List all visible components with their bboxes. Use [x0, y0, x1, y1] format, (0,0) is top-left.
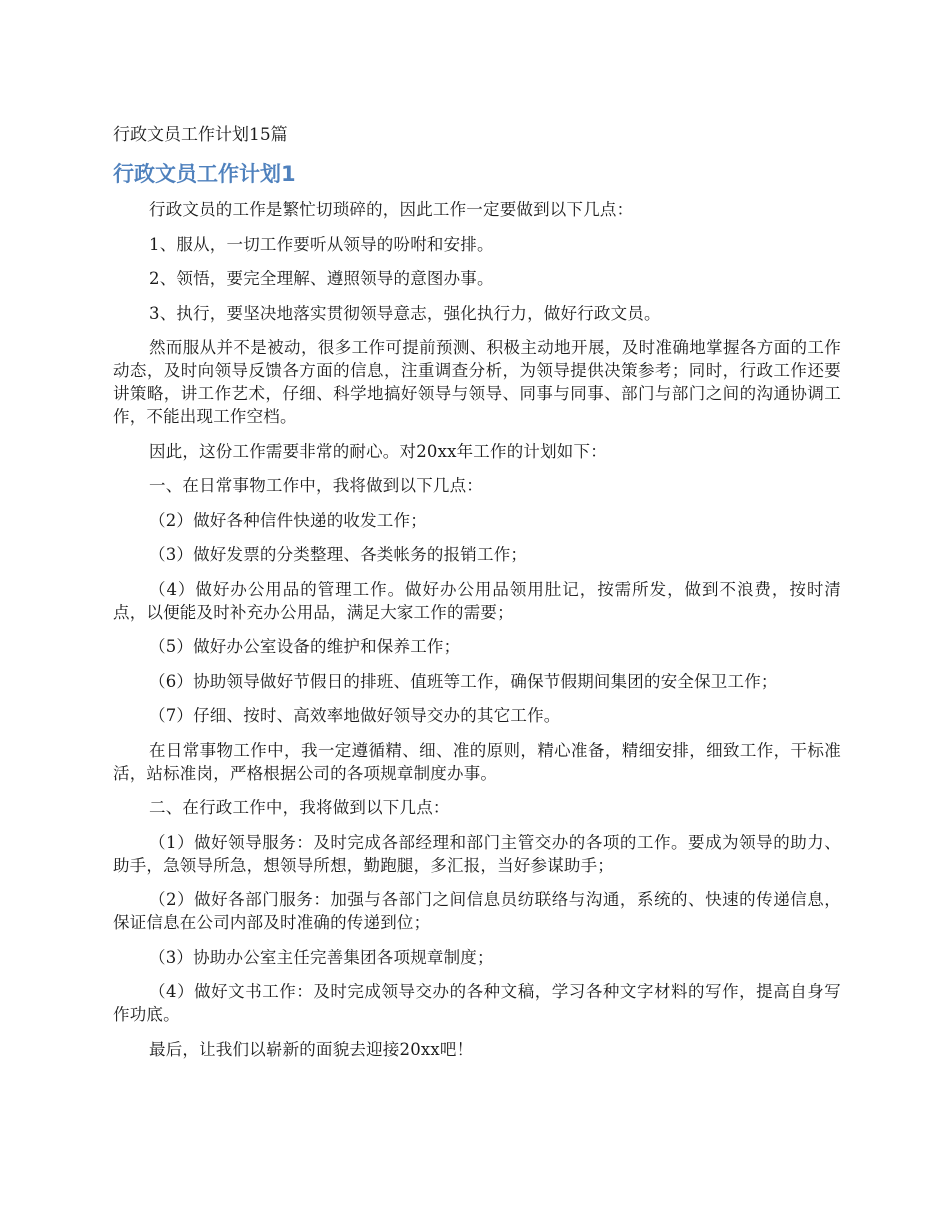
paragraph-admin-item-2: （2）做好各部门服务：加强与各部门之间信息员纺联络与沟通，系统的、快速的传递信息，保证信息在公司内部及时准确的传递到位； — [113, 890, 841, 932]
paragraph-closing: 最后，让我们以崭新的面貌去迎接20xx吧！ — [149, 1039, 474, 1059]
section-heading: 行政文员工作计划1 — [113, 162, 296, 186]
paragraph-section-two: 二、在行政工作中，我将做到以下几点： — [149, 798, 450, 817]
paragraph-admin-item-3: （3）协助办公室主任完善集团各项规章制度； — [149, 947, 494, 967]
paragraph-explanation: 然而服从并不是被动，很多工作可提前预测、积极主动地开展，及时准确地掌握各方面的工作动态，及时向领导反馈各方面的信息，注重调查分析，为领导提供决策参考；同时，行政工作还要讲策略，讲工作艺术，仔细、科学地搞好领导与领导、同事与同事、部门与部门之间的沟通协调工作，不能出现工作空档。 — [113, 338, 841, 426]
paragraph-daily-summary: 在日常事物工作中，我一定遵循精、细、准的原则，精心准备，精细安排，细致工作，干标准活，站标准岗，严格根据公司的各项规章制度办事。 — [113, 740, 841, 783]
paragraph-item-4: （4）做好办公用品的管理工作。做好办公用品领用肚记，按需所发，做到不浪费，按时清点，以便能及时补充办公用品，满足大家工作的需要； — [113, 579, 841, 622]
paragraph-item-5: （5）做好办公室设备的维护和保养工作； — [149, 637, 461, 656]
paragraph-section-one: 一、在日常事物工作中，我将做到以下几点： — [149, 476, 483, 495]
document-title: 行政文员工作计划15篇 — [113, 125, 288, 145]
paragraph-item-7: （7）仔细、按时、高效率地做好领导交办的其它工作。 — [149, 706, 561, 725]
paragraph-admin-item-1: （1）做好领导服务：及时完成各部经理和部门主管交办的各项的工作。要成为领导的助力、助手，急领导所急，想领导所想，勤跑腿，多汇报，当好参谋助手； — [113, 832, 841, 875]
paragraph-item-2: （2）做好各种信件快递的收发工作； — [149, 510, 427, 530]
paragraph-intro: 行政文员的工作是繁忙切琐碎的，因此工作一定要做到以下几点： — [149, 200, 634, 219]
paragraph-point-1: 1、服从，一切工作要听从领导的吩咐和安排。 — [149, 234, 494, 254]
paragraph-point-2: 2、领悟，要完全理解、遵照领导的意图办事。 — [149, 269, 494, 288]
paragraph-point-3: 3、执行，要坚决地落实贯彻领导意志，强化执行力，做好行政文员。 — [149, 303, 661, 323]
paragraph-item-6: （6）协助领导做好节假日的排班、值班等工作，确保节假期间集团的安全保卫工作； — [149, 671, 778, 691]
paragraph-plan-intro: 因此，这份工作需要非常的耐心。对20xx年工作的计划如下： — [149, 441, 607, 461]
document-page — [113, 122, 841, 1072]
paragraph-item-3: （3）做好发票的分类整理、各类帐务的报销工作； — [149, 545, 528, 564]
paragraph-admin-item-4: （4）做好文书工作：及时完成领导交办的各种文稿，学习各种文字材料的写作，提高自身写作功底。 — [113, 982, 841, 1024]
